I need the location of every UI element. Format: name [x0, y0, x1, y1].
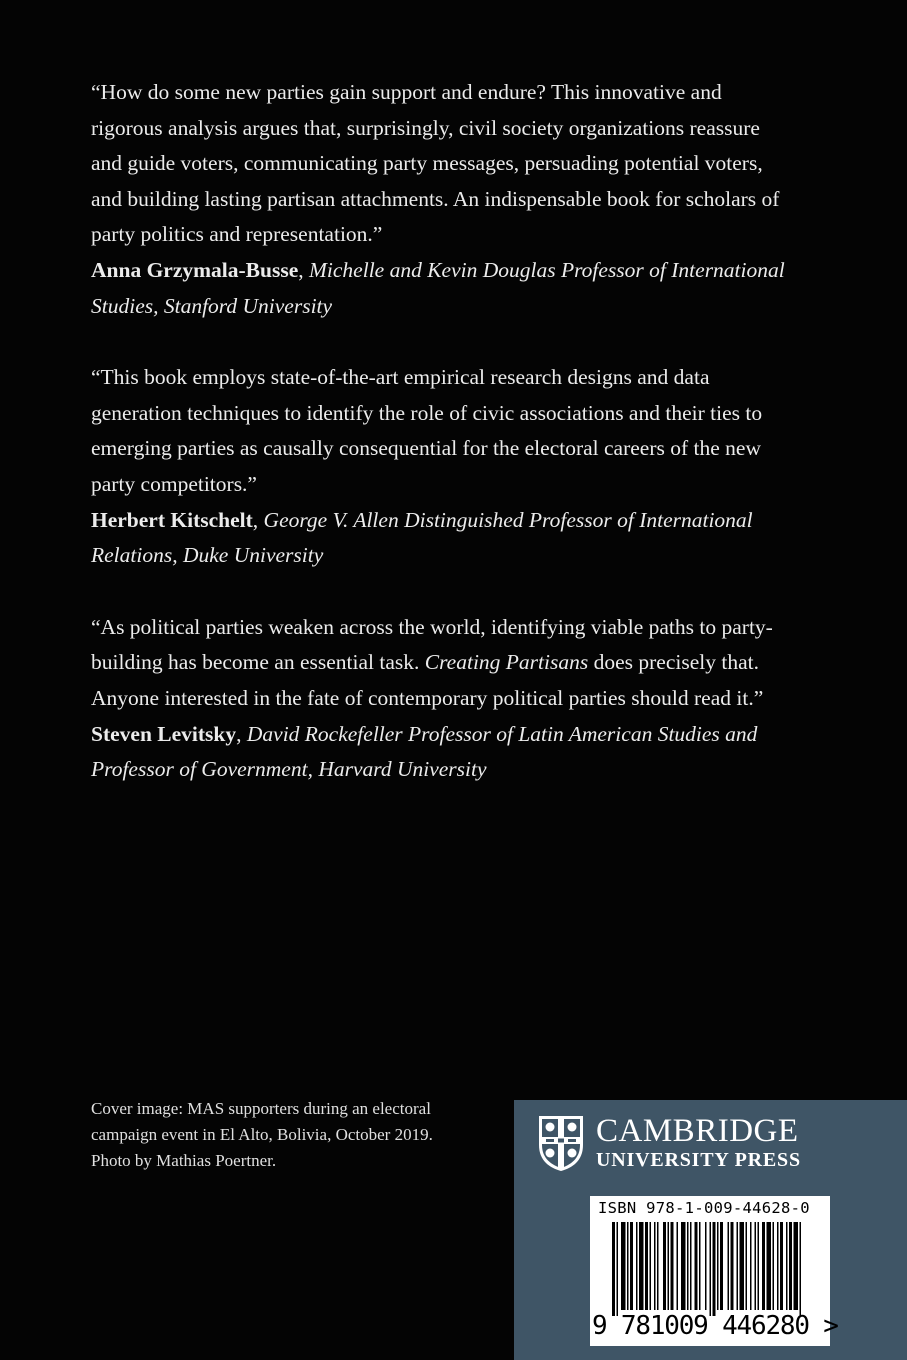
endorsement: [91, 360, 791, 574]
endorser-name: Anna Grzymala-Busse: [91, 257, 299, 282]
barcode-bar: [705, 1222, 707, 1310]
isbn-number: ISBN 978-1-009-44628-0: [598, 1199, 810, 1217]
endorser-affiliation: George V. Allen Distinguished Professor of International Relations, Duke University: [91, 507, 753, 568]
barcode-bar: [794, 1222, 799, 1310]
barcode-bar: [786, 1222, 788, 1310]
endorser-affiliation: Michelle and Kevin Douglas Professor of International Studies, Stanford University: [91, 257, 785, 318]
barcode-bar: [612, 1222, 615, 1316]
barcode-bar: [687, 1222, 689, 1310]
barcode-bar: [663, 1222, 666, 1310]
barcode-bar: [731, 1222, 734, 1310]
endorsement: [91, 610, 791, 788]
barcode-bar: [621, 1222, 626, 1310]
endorsement-attribution: Steven Levitsky, David Rockefeller Professor of Latin American Studies and Professor of Government, Harvard University: [91, 721, 758, 782]
publisher-logo: [536, 1113, 801, 1173]
isbn-barcode: [590, 1196, 838, 1346]
barcode-bar: [654, 1222, 656, 1310]
barcode-bar: [713, 1222, 716, 1316]
barcode-bar: [627, 1222, 629, 1310]
endorsement-attribution: Anna Grzymala-Busse, Michelle and Kevin Douglas Professor of International Studies, Stanford University: [91, 257, 785, 318]
barcode-bar: [645, 1222, 648, 1310]
endorsement-quote: “As political parties weaken across the world, identifying viable paths to party-building has become an essential task. Creating Partisans does precisely that. Anyone interested in the fate of contemporary political parties should read it.”: [91, 614, 773, 710]
barcode-bar: [710, 1222, 712, 1316]
endorsement-quote: “How do some new parties gain support and endure? This innovative and rigorous analysis argues that, surprisingly, civil society organizations reassure and guide voters, communicating party messages, persuading potential voters, and building lasting partisan attachments. An indispensable book for scholars of party politics and representation.”: [91, 80, 780, 247]
barcode-bar: [773, 1222, 775, 1310]
barcode-bar: [717, 1222, 719, 1310]
barcode-bar: [740, 1222, 745, 1310]
cover-image-credit: Cover image: MAS supporters during an electoral campaign event in El Alto, Bolivia, October 2019. Photo by Mathias Poertner.: [91, 1099, 433, 1170]
barcode-bar: [677, 1222, 679, 1310]
book-title: Creating Partisans: [424, 650, 589, 675]
barcode-bar: [720, 1222, 723, 1310]
barcode-bar: [657, 1222, 659, 1310]
endorsement-quote: “This book employs state-of-the-art empirical research designs and data generation techniques to identify the role of civic associations and their ties to emerging parties as causally consequential for the electoral careers of the new party competitors.”: [91, 365, 763, 496]
barcode-bar: [636, 1222, 638, 1310]
endorsements-section: [91, 75, 791, 788]
barcode-bar: [639, 1222, 644, 1310]
barcode-bar: [681, 1222, 686, 1310]
barcode-bar: [728, 1222, 730, 1310]
publisher-panel: [514, 1100, 907, 1360]
barcode-bar: [699, 1222, 701, 1310]
barcode-bar: [755, 1222, 757, 1310]
endorser-name: Herbert Kitschelt: [91, 507, 253, 532]
endorser-name: Steven Levitsky: [91, 721, 237, 746]
barcode-bar: [750, 1222, 752, 1310]
endorsement: [91, 75, 791, 324]
barcode-bar: [767, 1222, 772, 1310]
barcode-bar: [668, 1222, 670, 1310]
barcode-bar: [762, 1222, 765, 1310]
barcode-bar: [650, 1222, 652, 1310]
ean-digits: 9 781009 446280 >: [592, 1311, 838, 1341]
barcode-bar: [671, 1222, 674, 1310]
endorsement-attribution: Herbert Kitschelt, George V. Allen Distinguished Professor of International Relations, Duke University: [91, 507, 753, 568]
publisher-name-line2: UNIVERSITY PRESS: [596, 1149, 801, 1171]
publisher-name-line1: CAMBRIDGE: [596, 1113, 799, 1149]
cambridge-crest-icon: [536, 1113, 586, 1173]
barcode-bar: [690, 1222, 692, 1310]
barcode-bar: [737, 1222, 739, 1310]
barcode-bar: [780, 1222, 783, 1310]
barcode-bar: [695, 1222, 698, 1310]
barcode-bar: [789, 1222, 792, 1310]
barcode-bar: [617, 1222, 619, 1316]
barcode-bar: [746, 1222, 748, 1310]
barcode-bar: [800, 1222, 802, 1316]
barcode-bar: [758, 1222, 760, 1310]
barcode-bar: [777, 1222, 779, 1310]
barcode-bars: [590, 1220, 830, 1320]
barcode-bar: [630, 1222, 633, 1310]
publisher-name: [596, 1114, 801, 1172]
endorser-affiliation: David Rockefeller Professor of Latin American Studies and Professor of Government, Harvard University: [91, 721, 758, 782]
